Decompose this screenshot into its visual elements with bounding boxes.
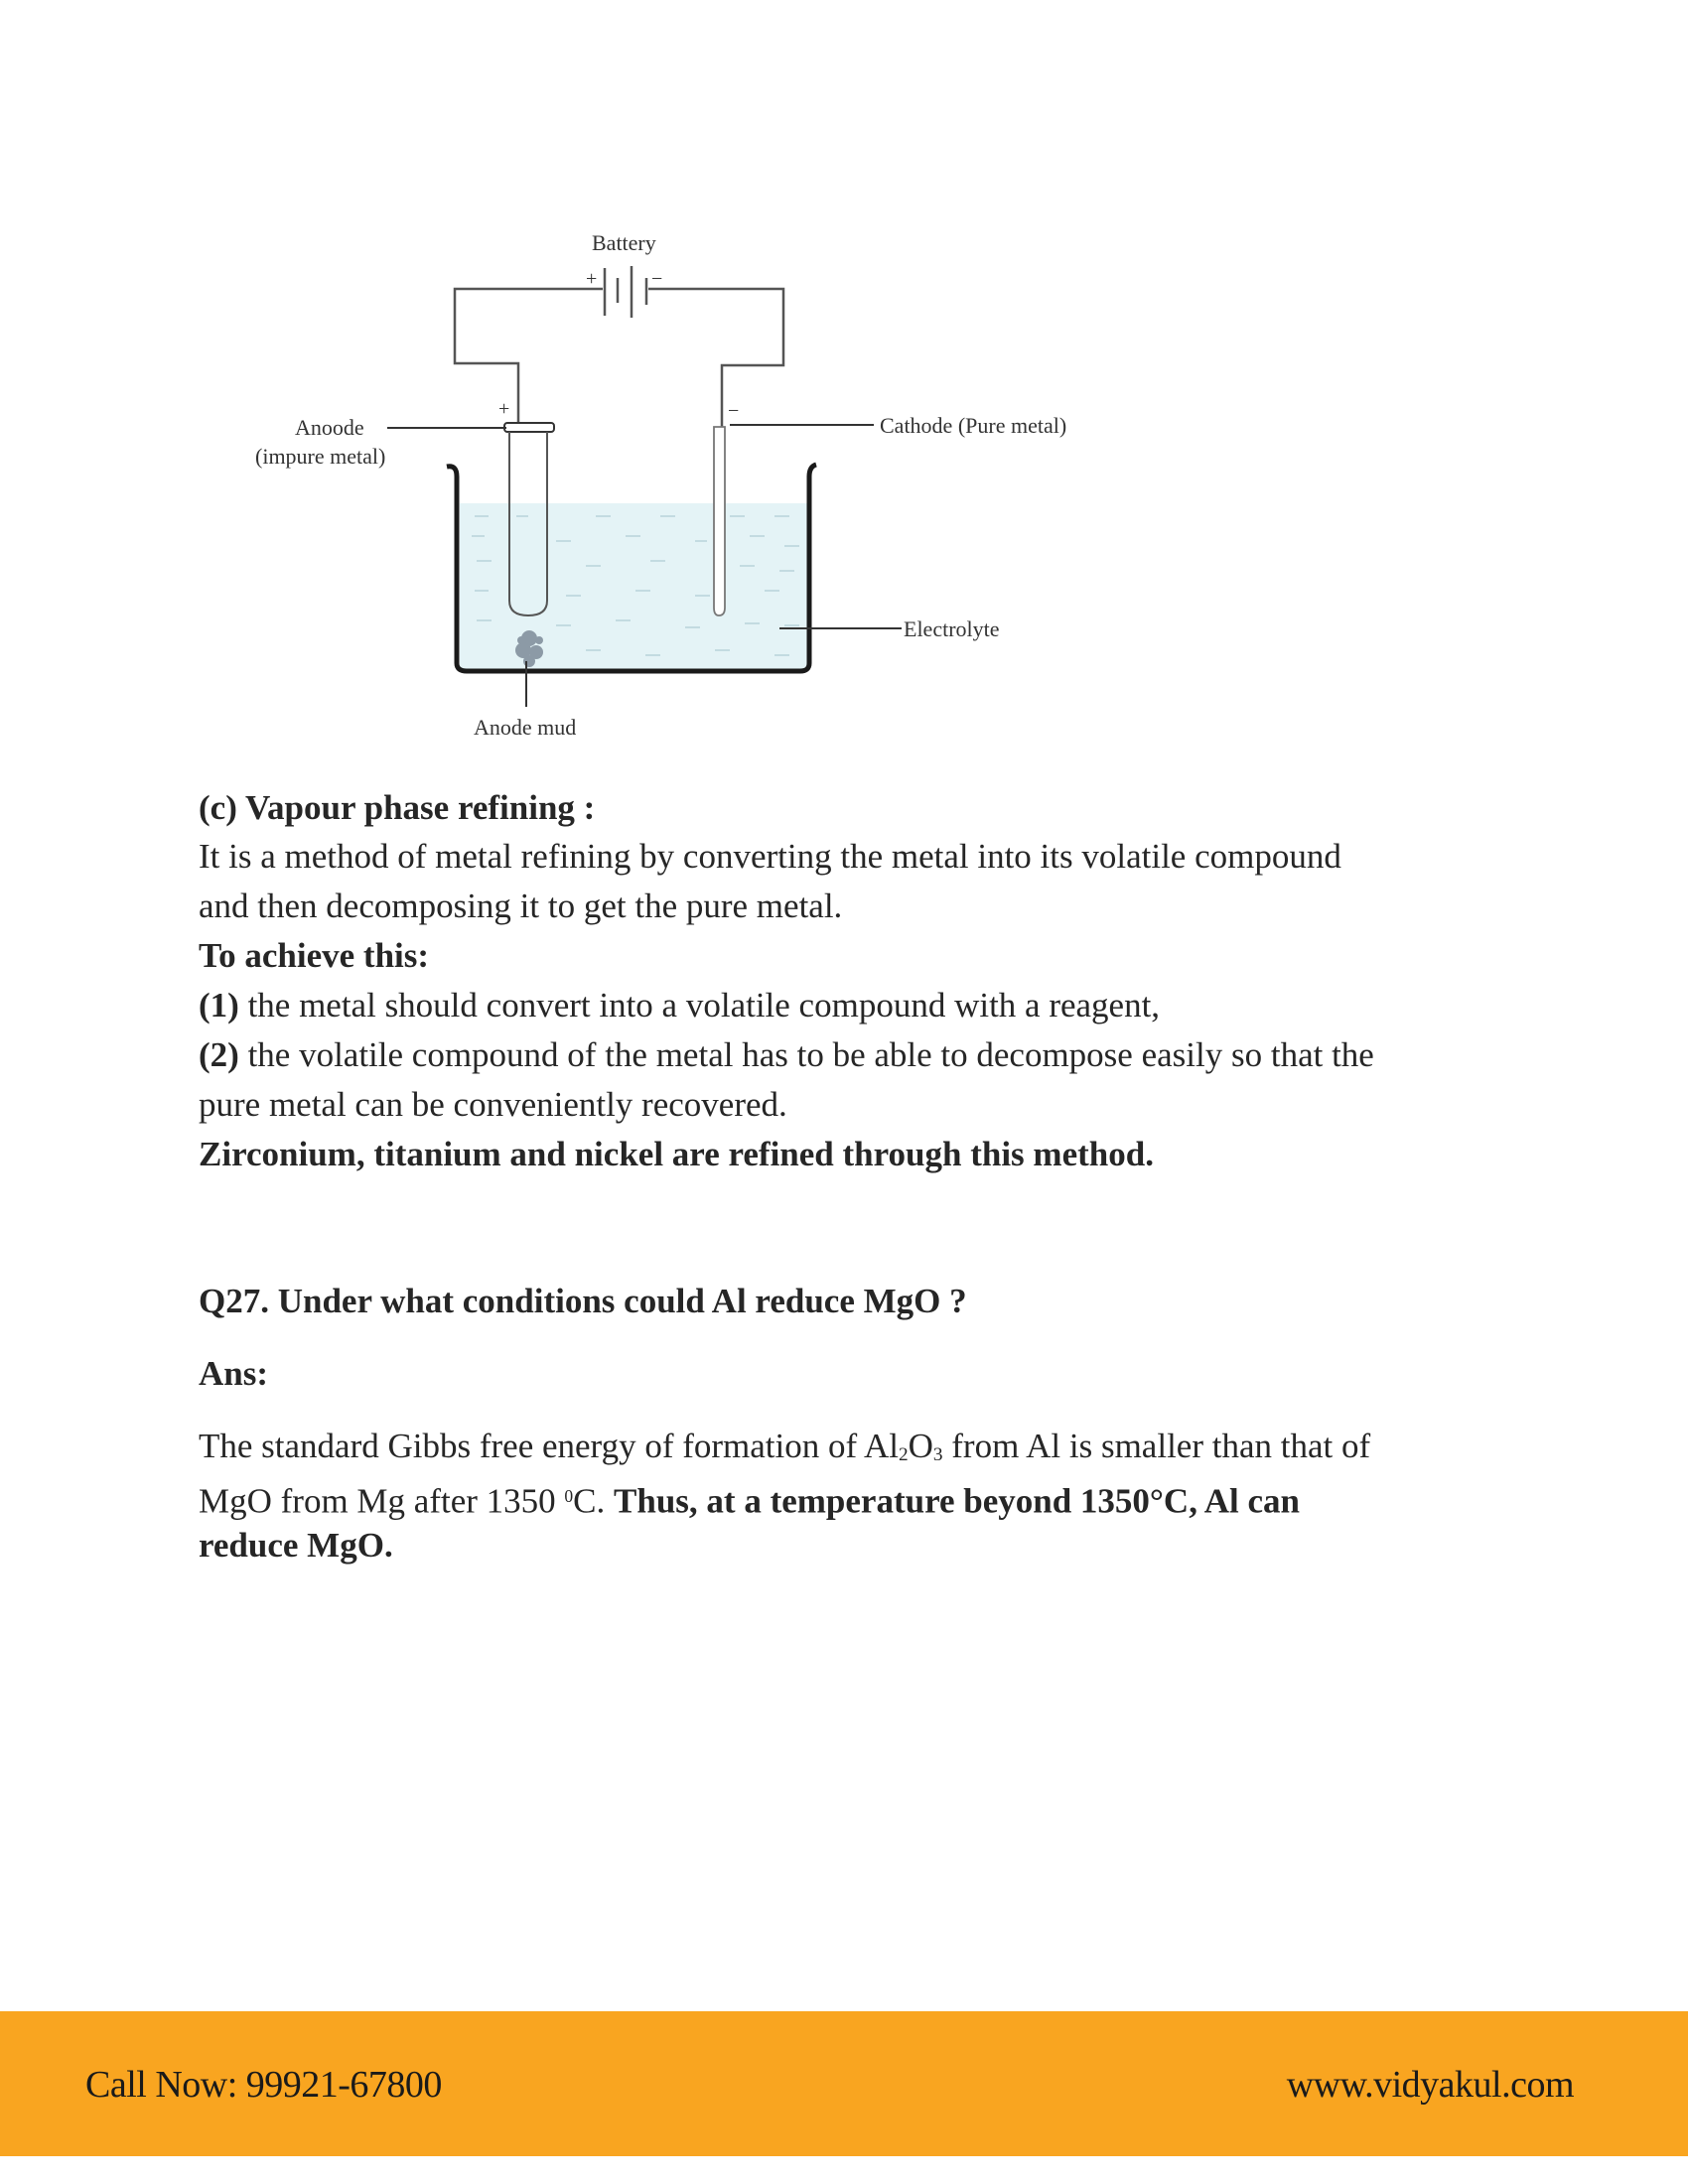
point-2: (2) the volatile compound of the metal has to be able to decompose easily so that the xyxy=(199,1035,1374,1074)
answer-line3: reduce MgO. xyxy=(199,1526,393,1565)
point-1: (1) the metal should convert into a volatile compound with a reagent, xyxy=(199,986,1161,1024)
battery-plus-sign: + xyxy=(586,268,598,290)
footer-bar xyxy=(0,2011,1688,2156)
q27-question: Q27. Under what conditions could Al reduce MgO ? xyxy=(199,1282,967,1320)
conclusion: Zirconium, titanium and nickel are refined through this method. xyxy=(199,1135,1154,1173)
website-link[interactable]: www.vidyakul.com xyxy=(1286,2064,1574,2106)
anode-label: Anoode xyxy=(295,415,364,440)
section-c-para-line2: and then decomposing it to get the pure metal. xyxy=(199,887,843,925)
call-now-phone[interactable]: Call Now: 99921-67800 xyxy=(85,2064,442,2106)
cathode-label: Cathode (Pure metal) xyxy=(880,413,1067,438)
anode-sign: + xyxy=(498,398,510,420)
anode-sublabel: (impure metal) xyxy=(255,444,386,469)
electrolyte-liquid xyxy=(460,503,807,670)
answer-line2: MgO from Mg after 1350 $^0$C. Thus, at a temperature beyond 1350°C, Al can xyxy=(199,1481,1301,1521)
battery-minus-sign: − xyxy=(651,268,663,290)
section-c-para-line1: It is a method of metal refining by converting the metal into its volatile compound xyxy=(199,837,1341,876)
electrolytic-refining-diagram xyxy=(0,0,1688,774)
electrolyte-label: Electrolyte xyxy=(904,616,1000,641)
answer-label: Ans: xyxy=(199,1354,269,1393)
cathode-electrode xyxy=(714,427,725,615)
achieve-heading: To achieve this: xyxy=(199,936,430,975)
anode-cap xyxy=(504,423,554,432)
point-2-continued: pure metal can be conveniently recovered. xyxy=(199,1085,787,1124)
battery-label: Battery xyxy=(592,230,656,255)
section-c-heading: (c) Vapour phase refining : xyxy=(199,788,596,827)
cathode-sign: − xyxy=(728,400,740,422)
answer-line1: The standard Gibbs free energy of formation of $Al_2O_3$ from Al is smaller than that of xyxy=(199,1427,1371,1465)
anode-mud-label: Anode mud xyxy=(474,715,577,740)
battery-icon xyxy=(605,266,646,318)
